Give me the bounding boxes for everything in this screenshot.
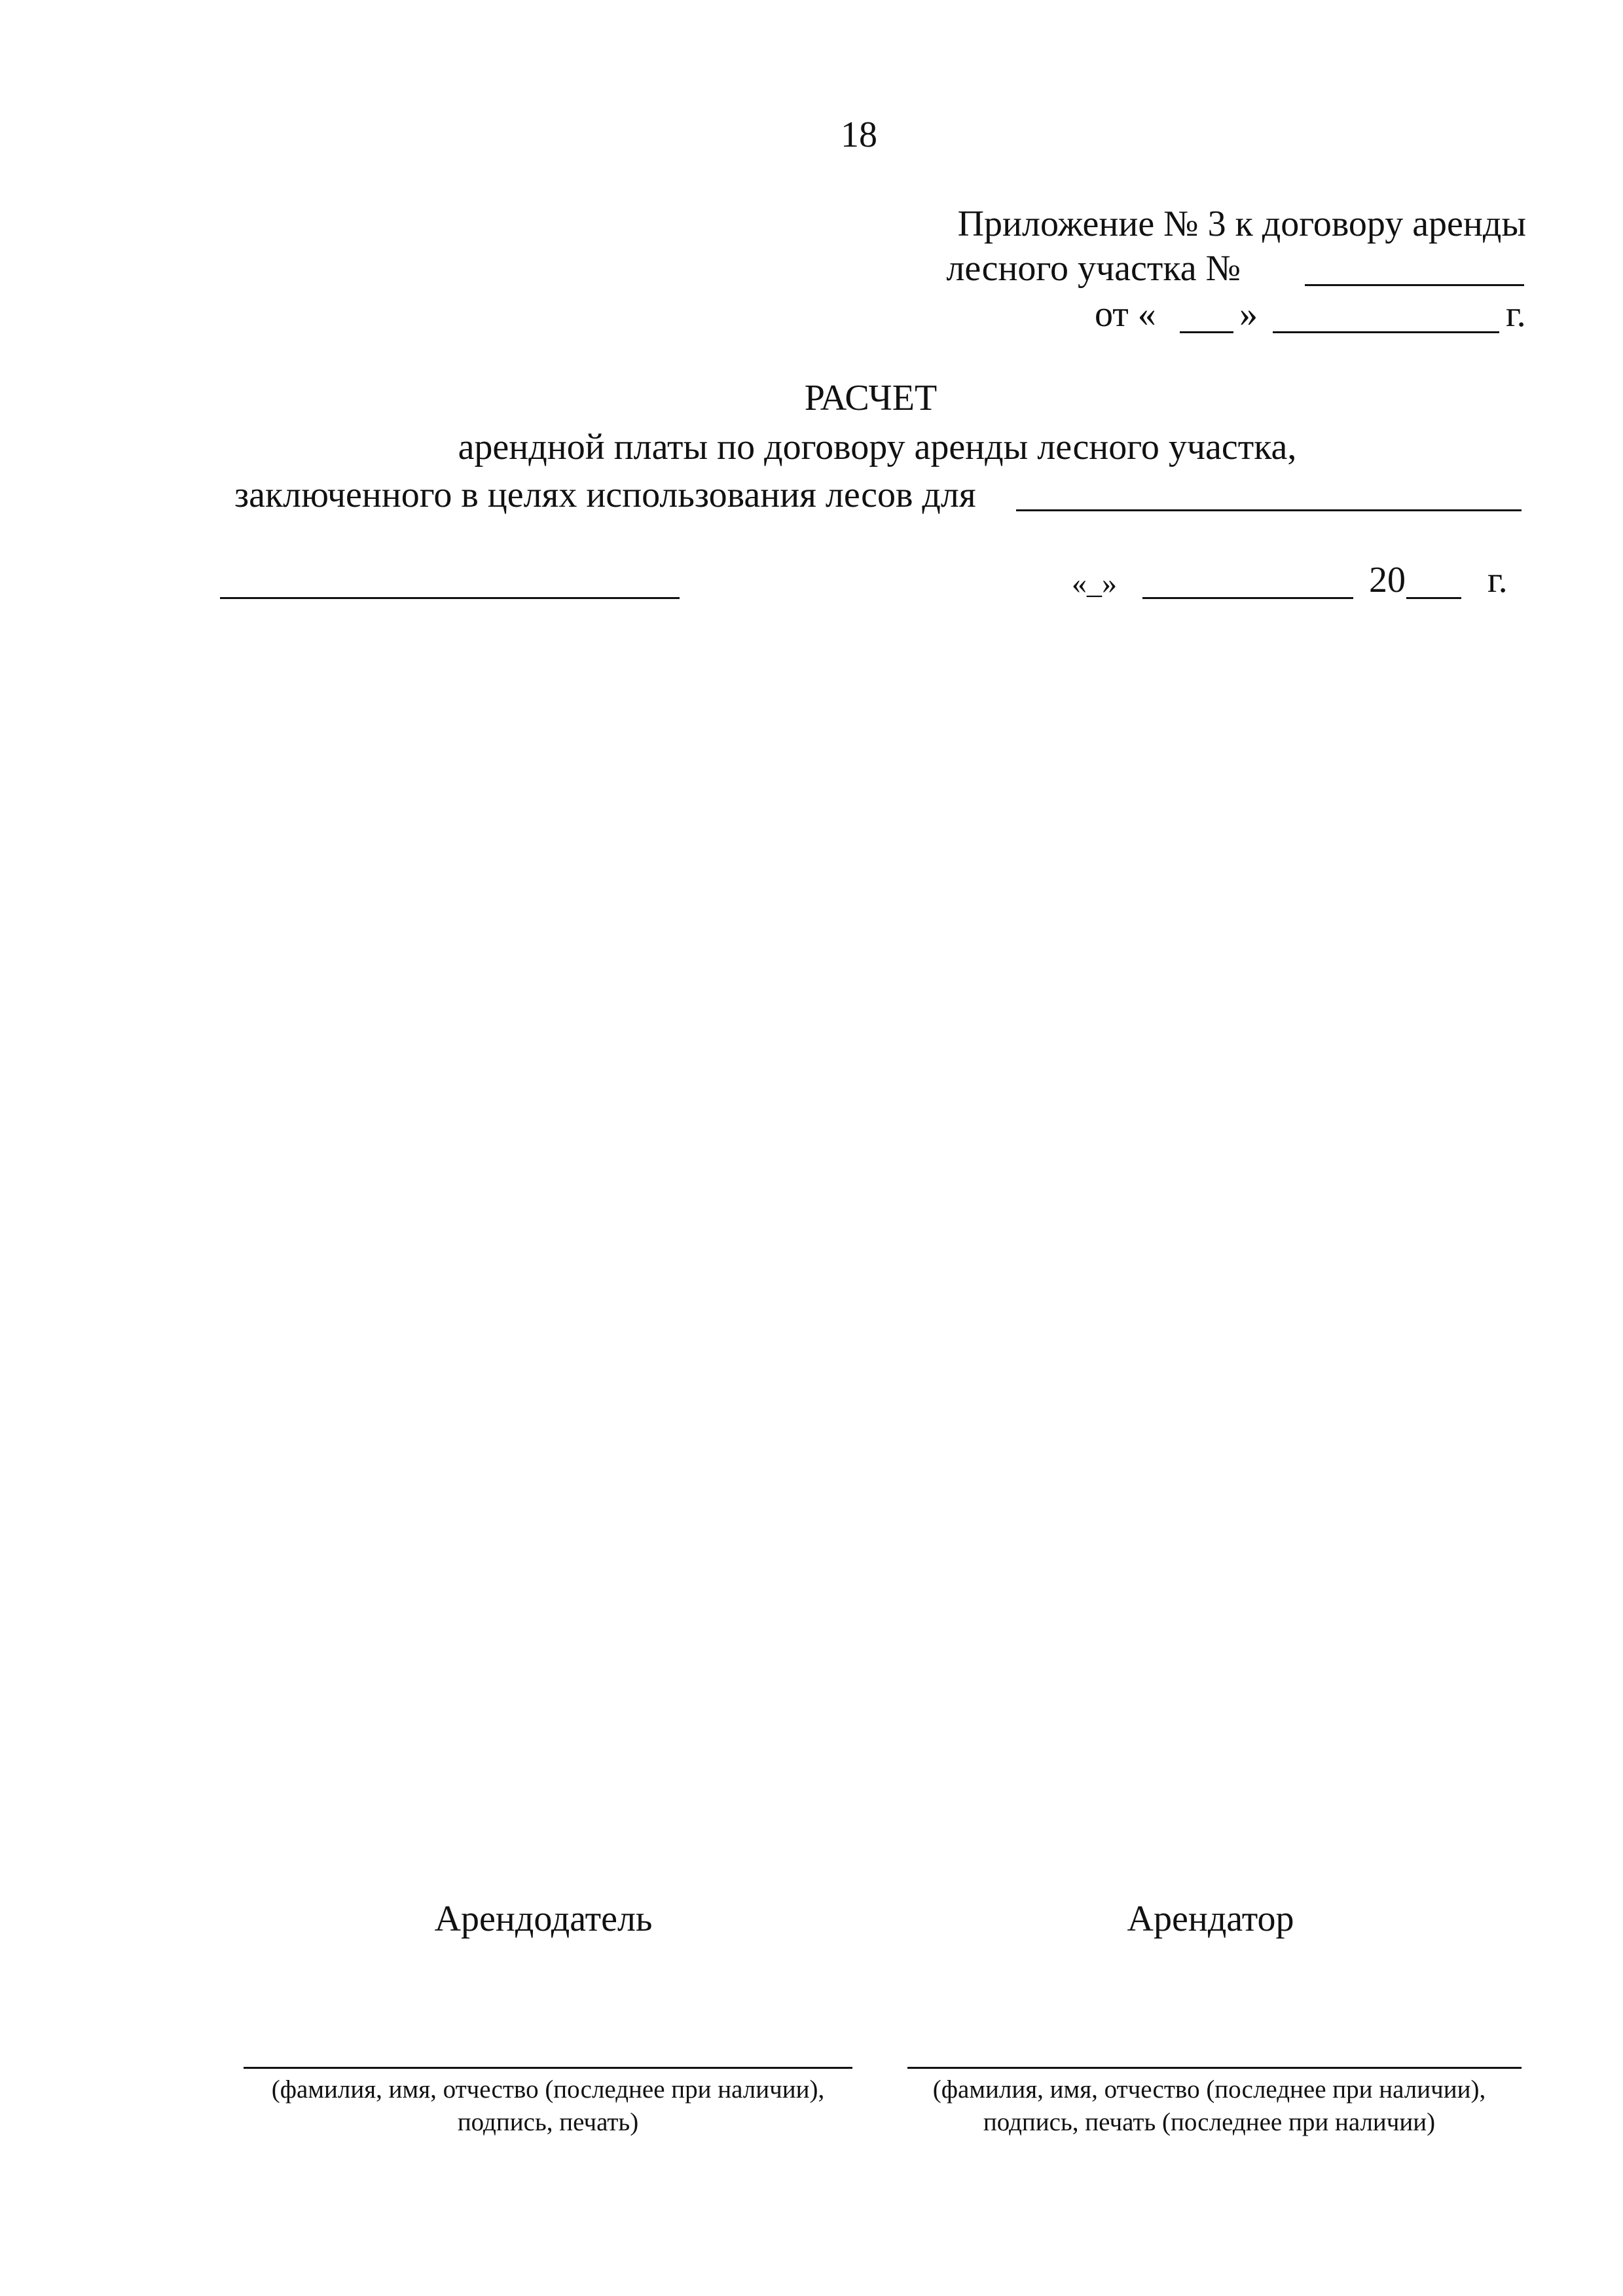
appendix-date-open: от «	[1095, 294, 1156, 335]
appendix-year-suffix: г.	[1506, 294, 1526, 335]
contract-month-field[interactable]	[1273, 331, 1499, 333]
lessor-signature-field[interactable]	[244, 2067, 852, 2069]
date-day-quote: «_»	[1072, 566, 1117, 600]
document-subtitle-line-1: арендной платы по договору аренды лесного участка,	[458, 427, 1297, 467]
lessor-label: Арендодатель	[434, 1899, 653, 1939]
lessee-signature-field[interactable]	[907, 2067, 1522, 2069]
lessee-label: Арендатор	[1127, 1899, 1294, 1939]
appendix-line-1: Приложение № 3 к договору аренды	[957, 204, 1526, 244]
lessee-caption-line-2: подпись, печать (последнее при наличии)	[983, 2108, 1436, 2136]
document-subtitle-line-2: заключенного в целях использования лесов для	[234, 475, 976, 515]
date-year-suffix: г.	[1487, 560, 1508, 600]
place-field[interactable]	[220, 597, 680, 599]
date-year-prefix: 20	[1369, 560, 1406, 600]
appendix-line-2: лесного участка №	[946, 248, 1241, 289]
contract-day-field[interactable]	[1180, 331, 1233, 333]
contract-number-field[interactable]	[1305, 284, 1524, 286]
lessor-caption-line-2: подпись, печать)	[457, 2108, 639, 2136]
forest-use-purpose-field[interactable]	[1016, 509, 1522, 511]
page-number: 18	[841, 115, 877, 155]
lessor-caption-line-1: (фамилия, имя, отчество (последнее при наличии),	[271, 2075, 825, 2104]
appendix-date-close: »	[1239, 294, 1258, 335]
date-year-field[interactable]	[1406, 597, 1461, 599]
document-title: РАСЧЕТ	[804, 378, 938, 418]
date-month-field[interactable]	[1142, 597, 1353, 599]
lessee-caption-line-1: (фамилия, имя, отчество (последнее при наличии),	[932, 2075, 1486, 2104]
